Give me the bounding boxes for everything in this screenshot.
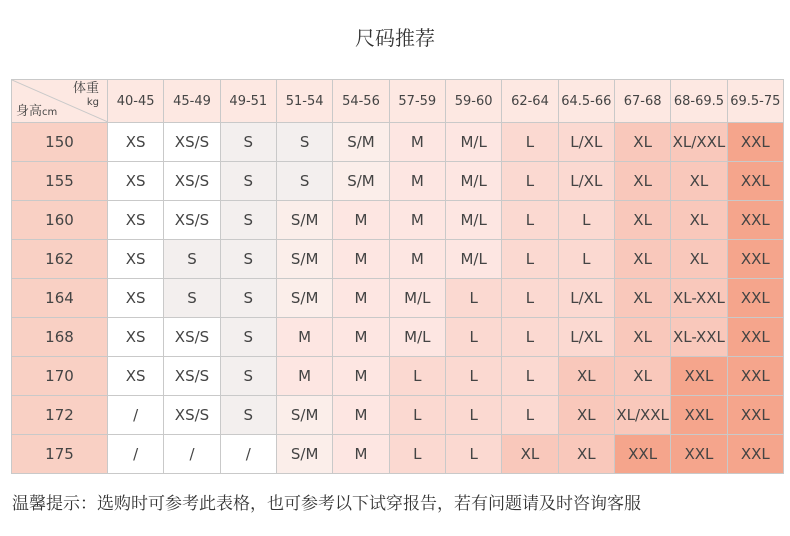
height-label: 身高 [16, 104, 43, 119]
size-cell: XL [671, 201, 727, 240]
size-cell: XXL [727, 201, 783, 240]
size-cell: M [333, 357, 389, 396]
size-cell: M [333, 201, 389, 240]
size-cell: L [445, 435, 501, 474]
weight-header-cell: 49-51 [220, 80, 276, 123]
size-cell: XL [614, 318, 670, 357]
size-cell: XS/S [164, 201, 220, 240]
size-cell: S [220, 162, 276, 201]
size-cell: M [333, 396, 389, 435]
size-cell: L/XL [558, 318, 614, 357]
size-cell: S [220, 240, 276, 279]
size-cell: XXL [727, 279, 783, 318]
size-cell: S [220, 201, 276, 240]
size-cell: S [276, 123, 332, 162]
table-row [12, 318, 784, 357]
size-cell: XS [108, 318, 164, 357]
size-cell: XXL [727, 318, 783, 357]
size-cell: L/XL [558, 162, 614, 201]
height-axis-label [16, 100, 57, 119]
size-cell: M/L [389, 318, 445, 357]
size-cell: XL [614, 240, 670, 279]
size-cell: XL [558, 396, 614, 435]
size-cell: L [389, 396, 445, 435]
table-row [12, 162, 784, 201]
size-cell: L [445, 279, 501, 318]
size-cell: S/M [333, 162, 389, 201]
table-row [12, 435, 784, 474]
size-cell: L [445, 318, 501, 357]
size-cell: M [389, 240, 445, 279]
size-cell: M/L [389, 279, 445, 318]
height-header-cell: 155 [12, 162, 108, 201]
size-cell: M [333, 279, 389, 318]
size-cell: M [276, 318, 332, 357]
table-row [12, 357, 784, 396]
weight-label: 体重 [72, 81, 99, 96]
weight-header-cell: 59-60 [445, 80, 501, 123]
size-cell: M/L [445, 162, 501, 201]
weight-header-cell: 67-68 [614, 80, 670, 123]
size-cell: M/L [445, 123, 501, 162]
size-cell: XS [108, 201, 164, 240]
header-row [12, 80, 784, 123]
size-cell: XL/XXL [671, 123, 727, 162]
size-cell: XL [558, 435, 614, 474]
weight-header-cell: 54-56 [333, 80, 389, 123]
size-cell: M [333, 240, 389, 279]
size-cell: XXL [727, 396, 783, 435]
size-cell: M [389, 201, 445, 240]
size-cell: S/M [276, 396, 332, 435]
size-cell: L [502, 318, 558, 357]
size-cell: S [164, 279, 220, 318]
size-cell: XL-XXL [671, 318, 727, 357]
height-header-cell: 172 [12, 396, 108, 435]
size-cell: / [108, 396, 164, 435]
table-row [12, 396, 784, 435]
size-cell: S/M [276, 279, 332, 318]
size-cell: XXL [614, 435, 670, 474]
size-cell: S [164, 240, 220, 279]
size-cell: M [389, 123, 445, 162]
size-chart-table [11, 79, 784, 474]
size-cell: / [164, 435, 220, 474]
size-cell: XL [614, 162, 670, 201]
size-cell: XS [108, 240, 164, 279]
size-cell: XL [614, 357, 670, 396]
size-cell: L [445, 396, 501, 435]
height-header-cell: 170 [12, 357, 108, 396]
size-cell: XXL [727, 240, 783, 279]
size-cell: L [502, 396, 558, 435]
size-cell: XS/S [164, 396, 220, 435]
size-cell: M [276, 357, 332, 396]
size-cell: S [220, 396, 276, 435]
size-cell: XXL [727, 435, 783, 474]
size-cell: XXL [727, 123, 783, 162]
size-cell: S/M [333, 123, 389, 162]
size-cell: / [108, 435, 164, 474]
size-cell: L [502, 279, 558, 318]
weight-header-cell: 51-54 [276, 80, 332, 123]
size-cell: XXL [727, 162, 783, 201]
size-cell: M/L [445, 240, 501, 279]
height-header-cell: 164 [12, 279, 108, 318]
size-cell: L [389, 357, 445, 396]
size-cell: M/L [445, 201, 501, 240]
size-cell: L [502, 357, 558, 396]
weight-header-cell: 69.5-75 [727, 80, 783, 123]
height-header-cell: 175 [12, 435, 108, 474]
size-cell: S [220, 357, 276, 396]
weight-header-cell: 57-59 [389, 80, 445, 123]
size-cell: XS/S [164, 357, 220, 396]
height-unit: cm [42, 107, 58, 118]
size-cell: XS [108, 279, 164, 318]
size-cell: S/M [276, 201, 332, 240]
size-cell: L [502, 201, 558, 240]
size-cell: L [502, 123, 558, 162]
size-cell: XS [108, 357, 164, 396]
size-cell: S/M [276, 240, 332, 279]
size-cell: XL [614, 201, 670, 240]
size-cell: XXL [727, 357, 783, 396]
size-cell: S [276, 162, 332, 201]
size-cell: M [389, 162, 445, 201]
weight-header-cell: 64.5-66 [558, 80, 614, 123]
size-cell: XL [671, 162, 727, 201]
tip-note: 温馨提示：选购时可参考此表格，也可参考以下试穿报告，若有问题请及时咨询客服 [12, 494, 641, 514]
size-cell: S/M [276, 435, 332, 474]
size-cell: L [558, 201, 614, 240]
size-cell: S [220, 318, 276, 357]
size-cell: S [220, 279, 276, 318]
size-cell: L [502, 162, 558, 201]
size-cell: XL [614, 123, 670, 162]
size-cell: L [389, 435, 445, 474]
page-title: 尺码推荐 [355, 26, 435, 50]
corner-header-cell [12, 80, 108, 123]
height-header-cell: 162 [12, 240, 108, 279]
table-row [12, 201, 784, 240]
weight-header-cell: 45-49 [164, 80, 220, 123]
weight-header-cell: 68-69.5 [671, 80, 727, 123]
table-row [12, 240, 784, 279]
size-cell: XL [614, 279, 670, 318]
height-header-cell: 168 [12, 318, 108, 357]
size-cell: S [220, 123, 276, 162]
height-header-cell: 160 [12, 201, 108, 240]
size-cell: XS [108, 123, 164, 162]
height-header-cell: 150 [12, 123, 108, 162]
table-row [12, 279, 784, 318]
size-cell: XS/S [164, 123, 220, 162]
size-cell: / [220, 435, 276, 474]
size-cell: M [333, 435, 389, 474]
size-cell: XXL [671, 435, 727, 474]
table-row [12, 123, 784, 162]
size-cell: XS [108, 162, 164, 201]
weight-unit: kg [86, 97, 99, 108]
size-cell: XS/S [164, 318, 220, 357]
size-cell: M [333, 318, 389, 357]
size-cell: XL/XXL [614, 396, 670, 435]
size-cell: L/XL [558, 279, 614, 318]
size-cell: XS/S [164, 162, 220, 201]
size-cell: XL [558, 357, 614, 396]
weight-header-cell: 40-45 [108, 80, 164, 123]
weight-header-cell: 62-64 [502, 80, 558, 123]
size-cell: XXL [671, 357, 727, 396]
size-cell: L/XL [558, 123, 614, 162]
size-cell: XL [671, 240, 727, 279]
size-cell: L [558, 240, 614, 279]
size-cell: XL-XXL [671, 279, 727, 318]
size-cell: XXL [671, 396, 727, 435]
size-cell: L [502, 240, 558, 279]
size-cell: XL [502, 435, 558, 474]
weight-axis-label [73, 82, 99, 110]
size-cell: L [445, 357, 501, 396]
